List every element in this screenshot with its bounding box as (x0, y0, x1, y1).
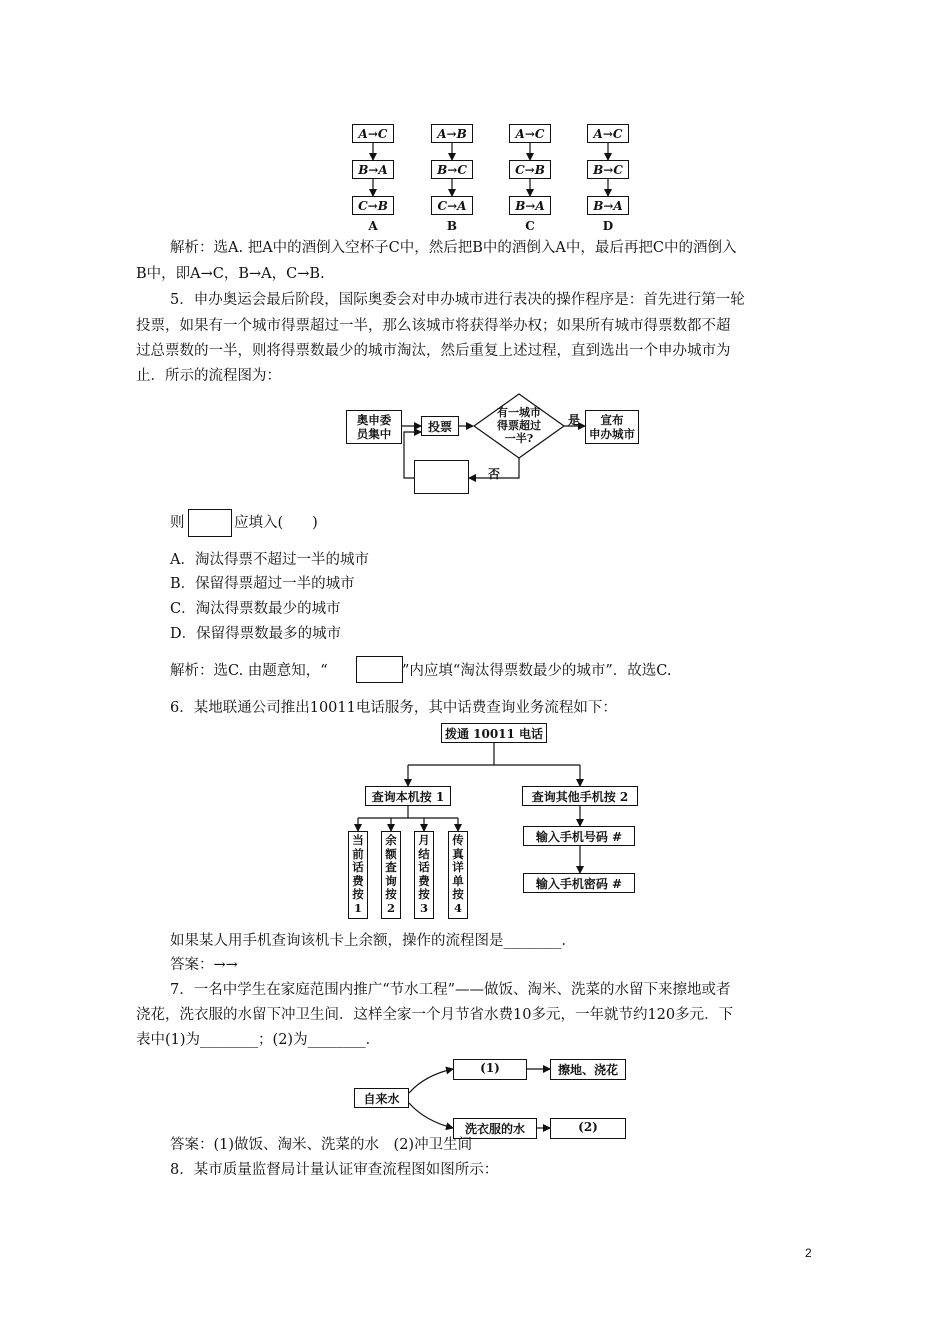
q5-decision-line3: 一半? (504, 432, 534, 445)
q7-blank2-box: (2) (550, 1118, 626, 1139)
q7-stem-line1: 7．一名中学生在家庭范围内推广“节水工程”——做饭、淘米、洗菜的水留下来擦地或者 (170, 982, 731, 998)
q7-stem-line2: 浇花，洗衣服的水留下冲卫生间．这样全家一个月节省水费10多元，一年就节约120多元．下 (136, 1007, 734, 1023)
q5-vote-box: 投票 (421, 416, 459, 436)
q8-stem: 8．某市质量监督局计量认证审查流程图如图所示： (170, 1162, 499, 1178)
q5-start-line2: 员集中 (356, 426, 392, 441)
q4-a-step1: A→C (352, 124, 394, 143)
q6-top-box: 拨通 10011 电话 (441, 723, 547, 743)
q5-analysis-pre: 解析：选C. 由题意知，“ (170, 663, 328, 679)
q4-b-step2: B→C (431, 160, 473, 179)
q5-stem-line4: 止．所示的流程图为： (136, 368, 281, 384)
q6-stem: 6．某地联通公司推出10011电话服务，其中话费查询业务流程如下： (170, 700, 617, 716)
q4-option-b-label: B (446, 219, 458, 233)
q4-option-a-label: A (368, 219, 378, 233)
q5-start-line1: 奥申委 (356, 413, 392, 427)
q5-no-label: 否 (487, 467, 500, 481)
q5-option-a: A．淘汰得票不超过一半的城市 (170, 552, 369, 568)
q4-d-step3: B→A (587, 196, 629, 215)
q5-stem-line1: 5．申办奥运会最后阶段，国际奥委会对申办城市进行表决的操作程序是：首先进行第一轮 (170, 292, 745, 308)
q7-answer: 答案：(1)做饭、淘米、洗菜的水 (2)冲卫生间 (170, 1137, 473, 1153)
q4-c-step2: C→B (509, 160, 551, 179)
q5-prompt-pre: 则 (170, 515, 185, 531)
q4-option-c-label: C (525, 219, 535, 233)
q4-a-step3: C→B (352, 196, 394, 215)
q4-option-d-label: D (602, 219, 614, 233)
q5-decision-line1: 有一城市 (497, 406, 541, 419)
q5-yes-label: 是 (567, 413, 580, 427)
q4-b-step3: C→A (431, 196, 473, 215)
q4-a-step2: B→A (352, 160, 394, 179)
q4-analysis-line2: B中，即A→C，B→A，C→B. (136, 266, 325, 282)
q5-stem-line3: 过总票数的一半，则将得票数最少的城市淘汰，然后重复上述过程，直到选出一个申办城市为 (136, 343, 731, 359)
q5-option-b: B．保留得票超过一半的城市 (170, 576, 355, 592)
q5-option-d: D．保留得票数最多的城市 (170, 626, 342, 642)
q4-c-step1: A→C (509, 124, 551, 143)
q4-d-step2: B→C (587, 160, 629, 179)
q4-analysis-line1: 解析：选A. 把A中的酒倒入空杯子C中，然后把B中的酒倒入A中，最后再把C中的酒倒入 (170, 240, 737, 256)
q5-option-c: C．淘汰得票数最少的城市 (170, 601, 341, 617)
q4-b-step1: A→B (431, 124, 473, 143)
q7-stem-line3: 表中(1)为________；(2)为________． (136, 1032, 381, 1048)
q6-input-number-box: 输入手机号码 # (523, 826, 635, 846)
q5-prompt-post: 应填入( ) (234, 515, 318, 531)
q7-target1-box: 擦地、浇花 (550, 1059, 626, 1080)
q6-question: 如果某人用手机查询该机卡上余额，操作的流程图是________． (170, 933, 576, 949)
q7-source-box: 自来水 (354, 1088, 409, 1108)
q6-right-box: 查询其他手机按 2 (522, 786, 638, 806)
q7-blank1-box: (1) (453, 1059, 527, 1080)
q6-leaf-3: 月结话费按3 (414, 831, 434, 919)
q7-mid2-box: 洗衣服的水 (453, 1118, 537, 1139)
q6-answer: 答案：→→ (170, 957, 238, 973)
q5-end-line1: 宣布 (600, 413, 624, 427)
q4-c-step3: B→A (509, 196, 551, 215)
q5-analysis-post: ”内应填“淘汰得票数最少的城市”．故选C. (402, 663, 672, 679)
q6-leaf-1: 当前话费按1 (348, 831, 368, 919)
q6-input-password-box: 输入手机密码 # (523, 873, 635, 893)
q6-left-box: 查询本机按 1 (365, 786, 451, 806)
page-number: 2 (805, 1246, 812, 1260)
q5-stem-line2: 投票，如果有一个城市得票超过一半，那么该城市将获得举办权；如果所有城市得票数都不超 (136, 318, 731, 334)
q5-end-line2: 申办城市 (589, 426, 635, 441)
q5-decision-line2: 得票超过 (497, 419, 541, 432)
q6-leaf-4: 传真详单按4 (448, 831, 468, 919)
q4-d-step1: A→C (587, 124, 629, 143)
q6-leaf-2: 余额查询按2 (381, 831, 401, 919)
